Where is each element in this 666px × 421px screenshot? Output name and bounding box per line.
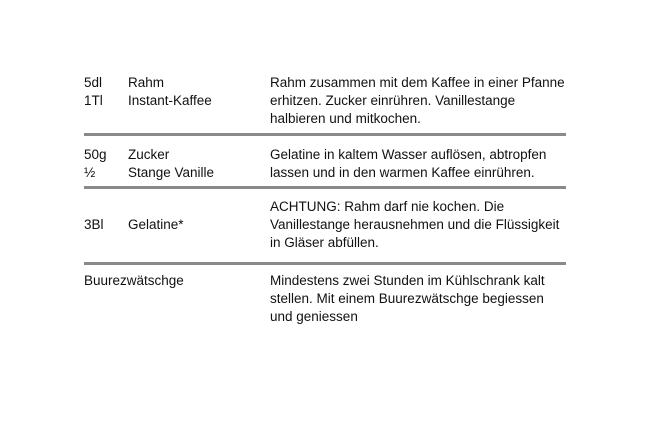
step-instructions: Gelatine in kaltem Wasser auflösen, abtropfen lassen und in den warmen Kaffee einrühren. <box>270 147 547 180</box>
ingredient-list <box>84 146 270 182</box>
ingredient-row <box>84 146 270 164</box>
recipe-step-4 <box>84 265 566 326</box>
ingredient-name: Zucker <box>128 147 170 162</box>
step-instructions: ACHTUNG: Rahm darf nie kochen. Die Vanillestange herausnehmen und die Flüssigkeit in Gläser abfüllen. <box>270 199 560 250</box>
ingredient-name: Stange Vanille <box>128 165 215 180</box>
ingredient-list <box>84 272 270 326</box>
step-instructions: Mindestens zwei Stunden im Kühlschrank kalt stellen. Mit einem Buurezwätschge begiessen und geniessen <box>270 273 545 324</box>
ingredient-quantity: ½ <box>84 165 96 180</box>
ingredient-quantity: 1Tl <box>84 93 103 108</box>
ingredient-list <box>84 198 270 252</box>
recipe-step-1 <box>84 70 566 128</box>
ingredient-row <box>84 164 270 182</box>
ingredient-row <box>84 74 270 92</box>
step-instructions: Rahm zusammen mit dem Kaffee in einer Pfanne erhitzen. Zucker einrühren. Vanillestange halbieren und mitkochen. <box>270 75 565 126</box>
ingredient-row <box>84 216 270 234</box>
recipe-table <box>84 70 566 326</box>
ingredient-row <box>84 92 270 110</box>
recipe-step-2 <box>84 136 566 182</box>
ingredient-list <box>84 74 270 128</box>
ingredient-name: Buurezwätschge <box>84 273 184 288</box>
ingredient-quantity: 50g <box>84 147 107 162</box>
ingredient-quantity: 3Bl <box>84 217 104 232</box>
ingredient-name: Rahm <box>128 75 165 90</box>
ingredient-name: Gelatine* <box>128 217 184 232</box>
ingredient-quantity: 5dl <box>84 75 103 90</box>
recipe-step-3 <box>84 189 566 252</box>
ingredient-name: Instant-Kaffee <box>128 93 212 108</box>
